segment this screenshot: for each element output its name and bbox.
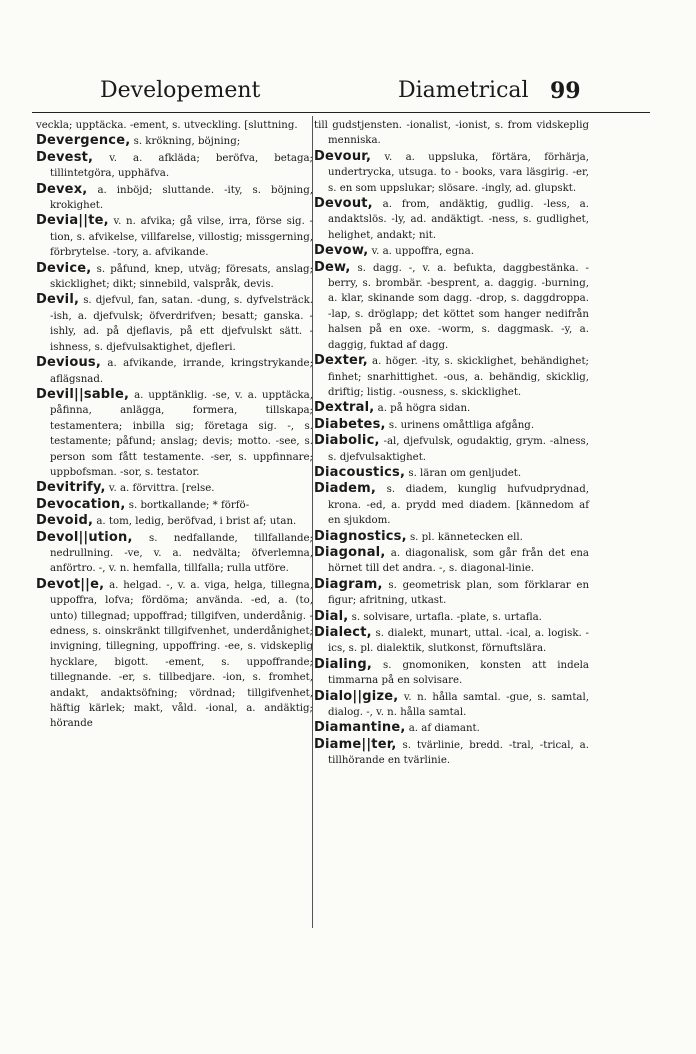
- dictionary-entry: Devout, a. from, andäktig, gudlig. -less, a. andaktslös. -ly, ad. andäktigt. -ness, s. gudlighet, helighet, andakt; nit.: [314, 196, 589, 241]
- dictionary-entry: Diacoustics, s. läran om genljudet.: [314, 464, 522, 480]
- dictionary-entry: Diagnostics, s. pl. kännetecken ell.: [314, 528, 523, 544]
- dictionary-entry: Diabolic, -al, djefvulsk, ogudaktig, grym. -alness, s. djefvulsaktighet.: [314, 433, 589, 463]
- left-column: [36, 118, 313, 732]
- running-head-right: Diametrical: [398, 78, 529, 103]
- dictionary-entry: Diame||ter, s. tvärlinie, bredd. -tral, -trical, a. tillhörande en tvärlinie.: [314, 736, 589, 767]
- dictionary-entry: till gudstjensten. -ionalist, -ionist, s. from vidskeplig menniska.: [314, 120, 589, 147]
- dictionary-entry: Dialect, s. dialekt, munart, uttal. -ical, a. logisk. -ics, s. pl. dialektik, slutkonst, förnuftslära.: [314, 625, 589, 655]
- dictionary-entry: Dialo||gize, v. n. hålla samtal. -gue, s. samtal, dialog. -, v. n. hålla samtal.: [314, 688, 589, 719]
- dictionary-entry: Device, s. påfund, knep, utväg; föresats, anslag; skicklighet; dikt; sinnebild, valspråk, devis.: [36, 260, 313, 291]
- dictionary-entry: Diamantine, a. af diamant.: [314, 720, 480, 736]
- page-header: [30, 78, 680, 112]
- dictionary-entry: Devour, v. a. uppsluka, förtära, förhärja, undertrycka, utsuga. to - books, vara läsgirig. -er, s. en som uppslukar; slösare. -ingly, ad. glupskt.: [314, 148, 589, 194]
- dictionary-entry: Diagonal, a. diagonalisk, som går från det ena hörnet till det andra. -, s. diagonal-linie.: [314, 544, 589, 575]
- dictionary-entry: Devot||e, a. helgad. -, v. a. viga, helga, tillegna, uppoffra, lofva; fördöma; använda. -ed, a. (to, unto) tillegnad; uppoffrad; tillgifven, underdånig. -edness, s. oinskränkt tillgifvenhet, underdånighet; invigning, tillegning, uppoffring. -ee, s. vidskeplig hycklare, bigott. -ement, s. uppoffrande; tillegnande. -er, s. tillbedjare. -ion, s. fromhet, andakt, andaktsöfning; vördnad; tillgifvenhet, häftig kärlek; makt, våld. -ional, a. andäktig; hörande: [36, 576, 313, 730]
- dictionary-entry: Devol||ution, s. nedfallande, tillfallande; nedrullning. -ve, v. a. nedvälta; öfverlemna, anförtro. -, v. n. hemfalla, tillfalla; rulla utföre.: [36, 529, 313, 575]
- dictionary-entry: Dew, s. dagg. -, v. a. befukta, daggbestänka. -berry, s. brombär. -besprent, a. daggig. -burning, a. klar, skinande som dagg. -drop, s. daggdroppa. -lap, s. dröglapp; det köttet som hanger nedifrån halsen på en oxe. -worm, s. daggmask. -y, a. daggig, fuktad af dagg.: [314, 259, 589, 351]
- right-column: [314, 118, 589, 769]
- dictionary-entry: Devil||sable, a. upptänklig. -se, v. a. upptäcka, påfinna, anlägga, formera, tillskapa; testamentera; inbilla sig; företaga sig. -, s. testamente; påfund; anslag; devis; motto. -see, s. person som fått testamente. -ser, s. uppfinnare; uppbofsman. -sor, s. testator.: [36, 386, 313, 478]
- dictionary-entry: Dexter, a. höger. -ity, s. skicklighet, behändighet; finhet; snarhittighet. -ous, a. behändig, skicklig, driftig; listig. -ousness, s. skicklighet.: [314, 353, 589, 398]
- dictionary-entry: Devergence, s. krökning, böjning;: [36, 133, 241, 149]
- dictionary-entry: Diadem, s. diadem, kunglig hufvudprydnad, krona. -ed, a. prydd med diadem. [kännedom af en sjukdom.: [314, 481, 589, 527]
- dictionary-entry: Devia||te, v. n. afvika; gå vilse, irra, förse sig. -tion, s. afvikelse, villfarelse, villostig; missgerning, förbrytelse. -tory, a. afvikande.: [36, 213, 313, 259]
- dictionary-entry: Devil, s. djefvul, fan, satan. -dung, s. dyfvelsträck. -ish, a. djefvulsk; öfverdrifven; besatt; ganska. -ishly, ad. på djeflavis, på ett djefvulskt sätt. -ishness, s. djefvulsaktighet, djefleri.: [36, 292, 313, 353]
- dictionary-entry: Devest, v. a. afkläda; beröfva, betaga; tillintetgöra, upphäfva.: [36, 149, 313, 180]
- dictionary-entry: Dextral, a. på högra sidan.: [314, 400, 471, 416]
- dictionary-entry: Devocation, s. bortkallande; * förfö-: [36, 496, 250, 512]
- dictionary-entry: Devious, a. afvikande, irrande, kringstrykande; aflägsnad.: [36, 355, 313, 385]
- dictionary-entry: Diagram, s. geometrisk plan, som förklarar en figur; afritning, utkast.: [314, 576, 589, 607]
- dictionary-entry: Devex, a. inböjd; sluttande. -ity, s. böjning, krokighet.: [36, 181, 313, 212]
- dictionary-entry: veckla; upptäcka. -ement, s. utveckling. [sluttning.: [36, 120, 298, 131]
- dictionary-entry: Dial, s. solvisare, urtafla. -plate, s. urtafla.: [314, 608, 542, 624]
- page-number: 99: [550, 78, 581, 104]
- header-rule: [32, 112, 650, 113]
- dictionary-entry: Diabetes, s. urinens omåttliga afgång.: [314, 416, 535, 432]
- dictionary-entry: Devitrify, v. a. förvittra. [relse.: [36, 480, 215, 496]
- dictionary-entry: Dialing, s. gnomoniken, konsten att indela timmarna på en solvisare.: [314, 656, 589, 687]
- running-head-left: Developement: [100, 78, 261, 103]
- dictionary-entry: Devoid, a. tom, ledig, beröfvad, i brist af; utan.: [36, 513, 297, 529]
- dictionary-entry: Devow, v. a. uppoffra, egna.: [314, 243, 474, 259]
